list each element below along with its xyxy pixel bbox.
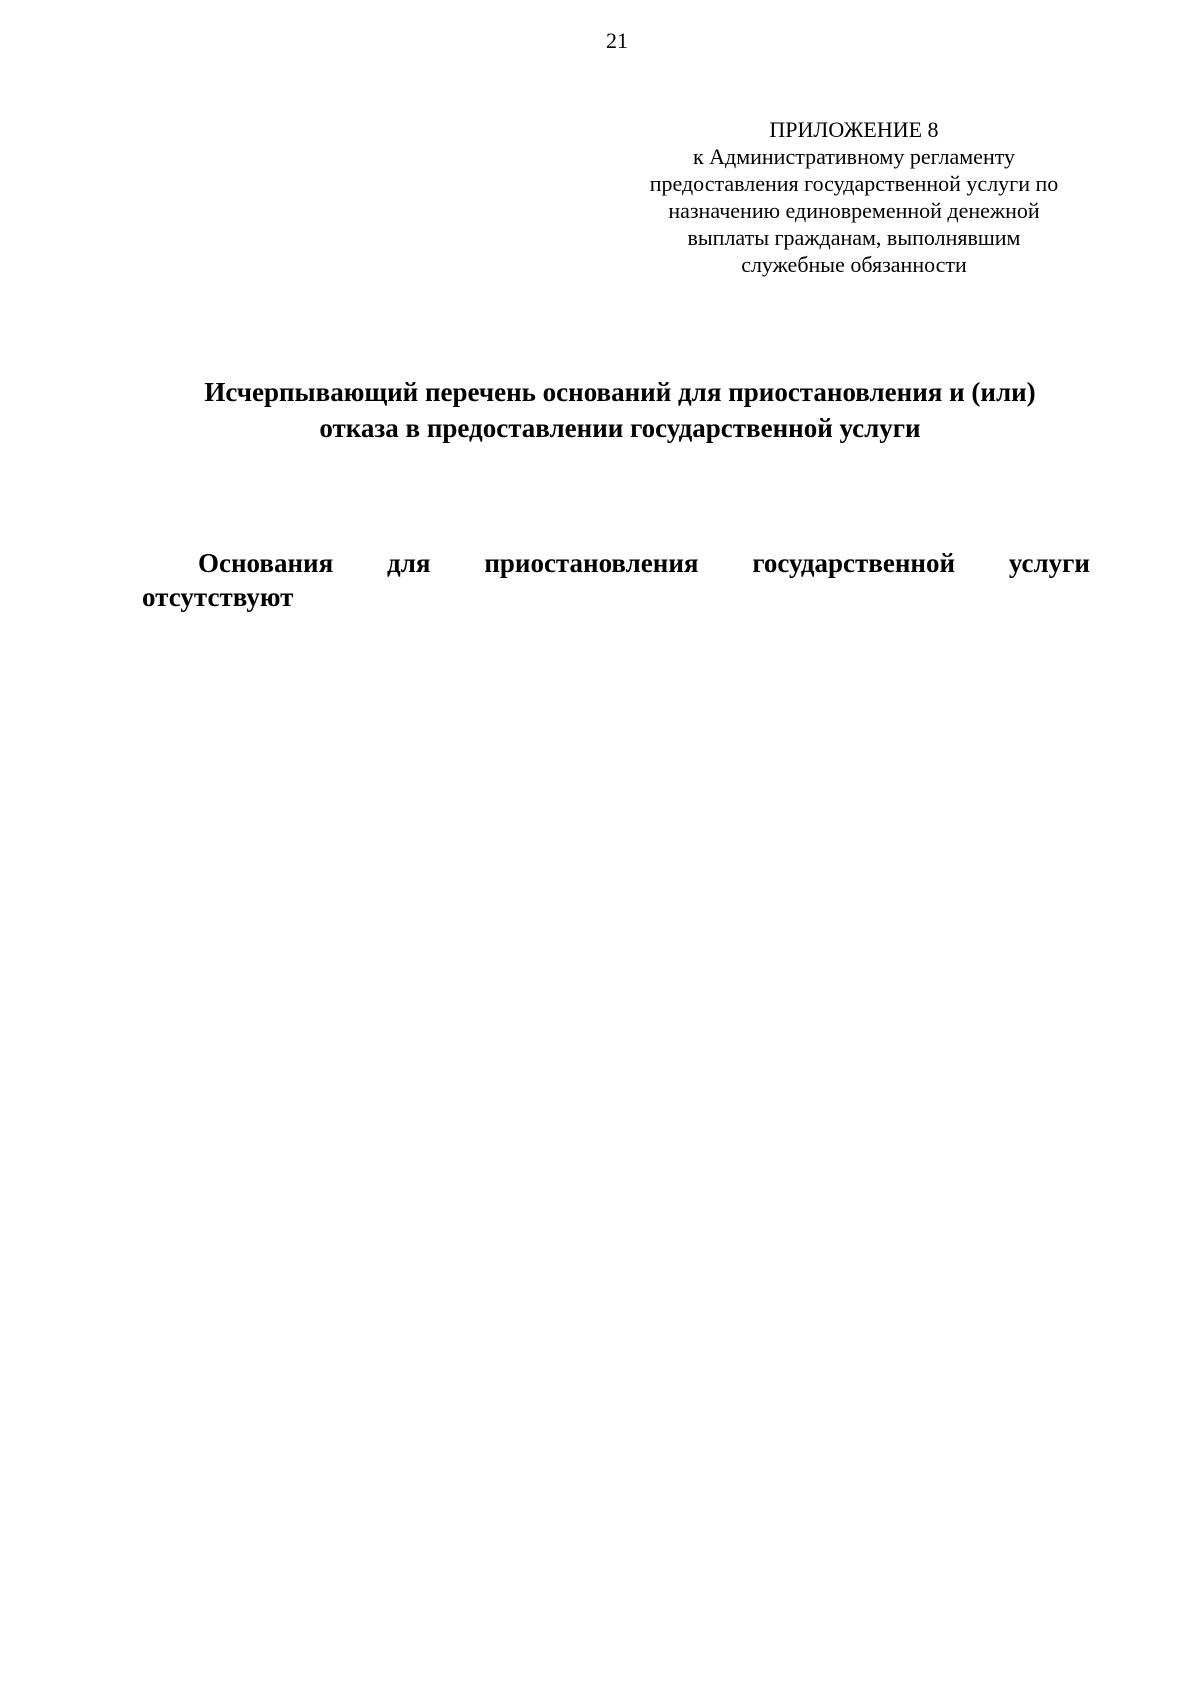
body-word: услуги <box>1008 548 1090 578</box>
body-word: приостановления <box>484 548 699 578</box>
body-word: Основания <box>198 548 334 578</box>
body-first-line <box>142 546 1090 580</box>
body-word: государственной <box>752 548 956 578</box>
appendix-line: служебные обязанности <box>741 252 967 277</box>
body-word: для <box>387 548 431 578</box>
title-line-2: отказа в предоставлении государственной услуги <box>319 413 921 443</box>
appendix-block <box>618 116 1090 278</box>
body-last-line: отсутствуют <box>142 582 294 612</box>
appendix-line: к Административному регламенту <box>692 144 1016 169</box>
appendix-heading: ПРИЛОЖЕНИЕ 8 <box>769 117 939 142</box>
title-line-1: Исчерпывающий перечень оснований для приостановления и (или) <box>204 377 1036 407</box>
document-title <box>120 374 1120 446</box>
appendix-line: предоставления государственной услуги по <box>649 171 1059 196</box>
page-number: 21 <box>606 28 628 53</box>
body-paragraph <box>142 546 1090 614</box>
appendix-line: выплаты гражданам, выполнявшим <box>687 225 1021 250</box>
appendix-line: назначению единовременной денежной <box>668 198 1040 223</box>
